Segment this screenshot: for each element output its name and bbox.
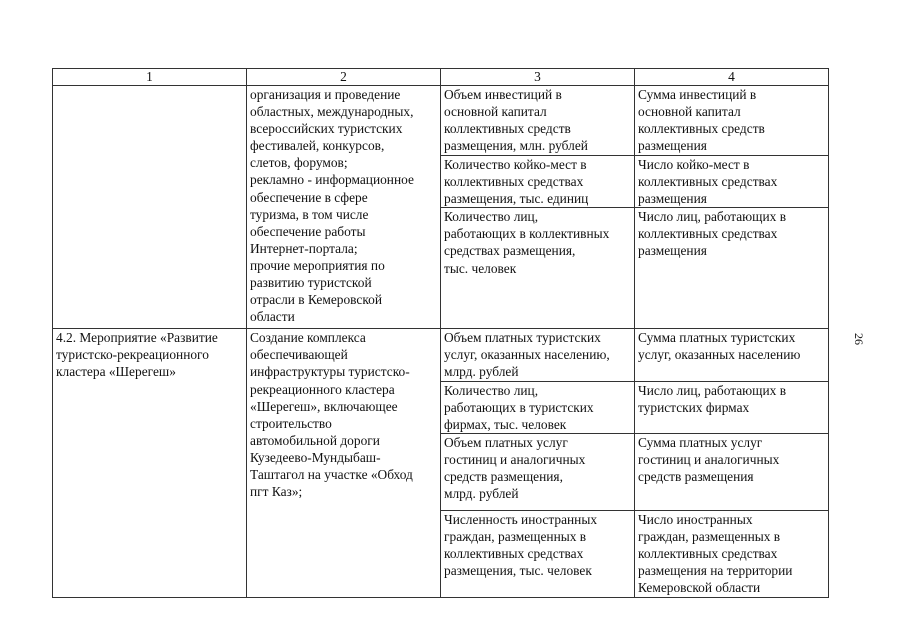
block1-activities-cell	[247, 86, 441, 329]
definition-text: Сумма платных услуг гостиниц и аналогичных средств размещения	[638, 434, 780, 485]
indicator-cell	[441, 329, 635, 381]
block2-event: 4.2. Мероприятие «Развитие туристско-рекреационного кластера «Шерегеш»	[56, 330, 218, 380]
table-row	[53, 86, 829, 156]
block2-activities-cell	[247, 329, 441, 598]
definition-text: Сумма платных туристских услуг, оказанных населению	[638, 330, 801, 363]
indicator-text: Объем инвестиций в основной капитал коллективных средств размещения, млн. рублей	[444, 87, 588, 154]
indicator-text: Численность иностранных граждан, размещенных в коллективных средствах размещения, тыс. человек	[444, 511, 598, 579]
indicator-cell	[441, 208, 635, 329]
definition-text: Число лиц, работающих в коллективных средствах размещения	[638, 209, 787, 259]
indicator-text: Объем платных туристских услуг, оказанных населению, млрд. рублей	[444, 330, 610, 380]
definition-cell	[635, 510, 829, 597]
indicator-cell	[441, 86, 635, 156]
page-number: 26	[852, 333, 866, 345]
indicators-table	[52, 68, 829, 598]
block1-activities: организация и проведение областных, международных, всероссийских туристских фестивалей, конкурсов, слетов, форумов; рекламно - информационное обеспечение в сфере туризма, в том числе обеспечение работы Интернет-портала; прочие мероприятия по развитию туристской отрасли в Кемеровской области	[250, 87, 414, 325]
indicator-cell	[441, 510, 635, 597]
block1-event-cell	[53, 86, 247, 329]
header-col-2: 2	[247, 69, 441, 86]
indicator-cell	[441, 433, 635, 510]
definition-cell	[635, 433, 829, 510]
definition-cell	[635, 156, 829, 208]
header-row	[53, 69, 829, 86]
header-col-3: 3	[441, 69, 635, 86]
header-col-4: 4	[635, 69, 829, 86]
indicator-cell	[441, 381, 635, 433]
indicator-text: Количество лиц, работающих в коллективных средствах размещения, тыс. человек	[444, 209, 610, 276]
indicator-text: Количество койко-мест в коллективных средствах размещения, тыс. единиц	[444, 157, 589, 207]
definition-text: Число иностранных граждан, размещенных в коллективных средствах размещения на территории Кемеровской области	[638, 511, 793, 596]
definition-cell	[635, 329, 829, 381]
block2-event-cell	[53, 329, 247, 598]
header-col-1: 1	[53, 69, 247, 86]
definition-text: Число лиц, работающих в туристских фирмах	[638, 382, 787, 415]
definition-text: Число койко-мест в коллективных средствах размещения	[638, 157, 778, 207]
definition-cell	[635, 381, 829, 433]
indicator-cell	[441, 156, 635, 208]
definition-cell	[635, 86, 829, 156]
definition-text: Сумма инвестиций в основной капитал коллективных средств размещения	[638, 87, 765, 154]
table-row	[53, 329, 829, 381]
definition-cell	[635, 208, 829, 329]
indicator-text: Количество лиц, работающих в туристских фирмах, тыс. человек	[444, 382, 594, 432]
block2-activities: Создание комплекса обеспечивающей инфраструктуры туристско- рекреационного кластера «Шерегеш», включающее строительство автомобильной дороги Кузедеево-Мундыбаш- Таштагол на участке «Обход пгт Каз»;	[250, 330, 413, 500]
indicator-text: Объем платных услуг гостиниц и аналогичных средств размещения, млрд. рублей	[444, 434, 586, 502]
